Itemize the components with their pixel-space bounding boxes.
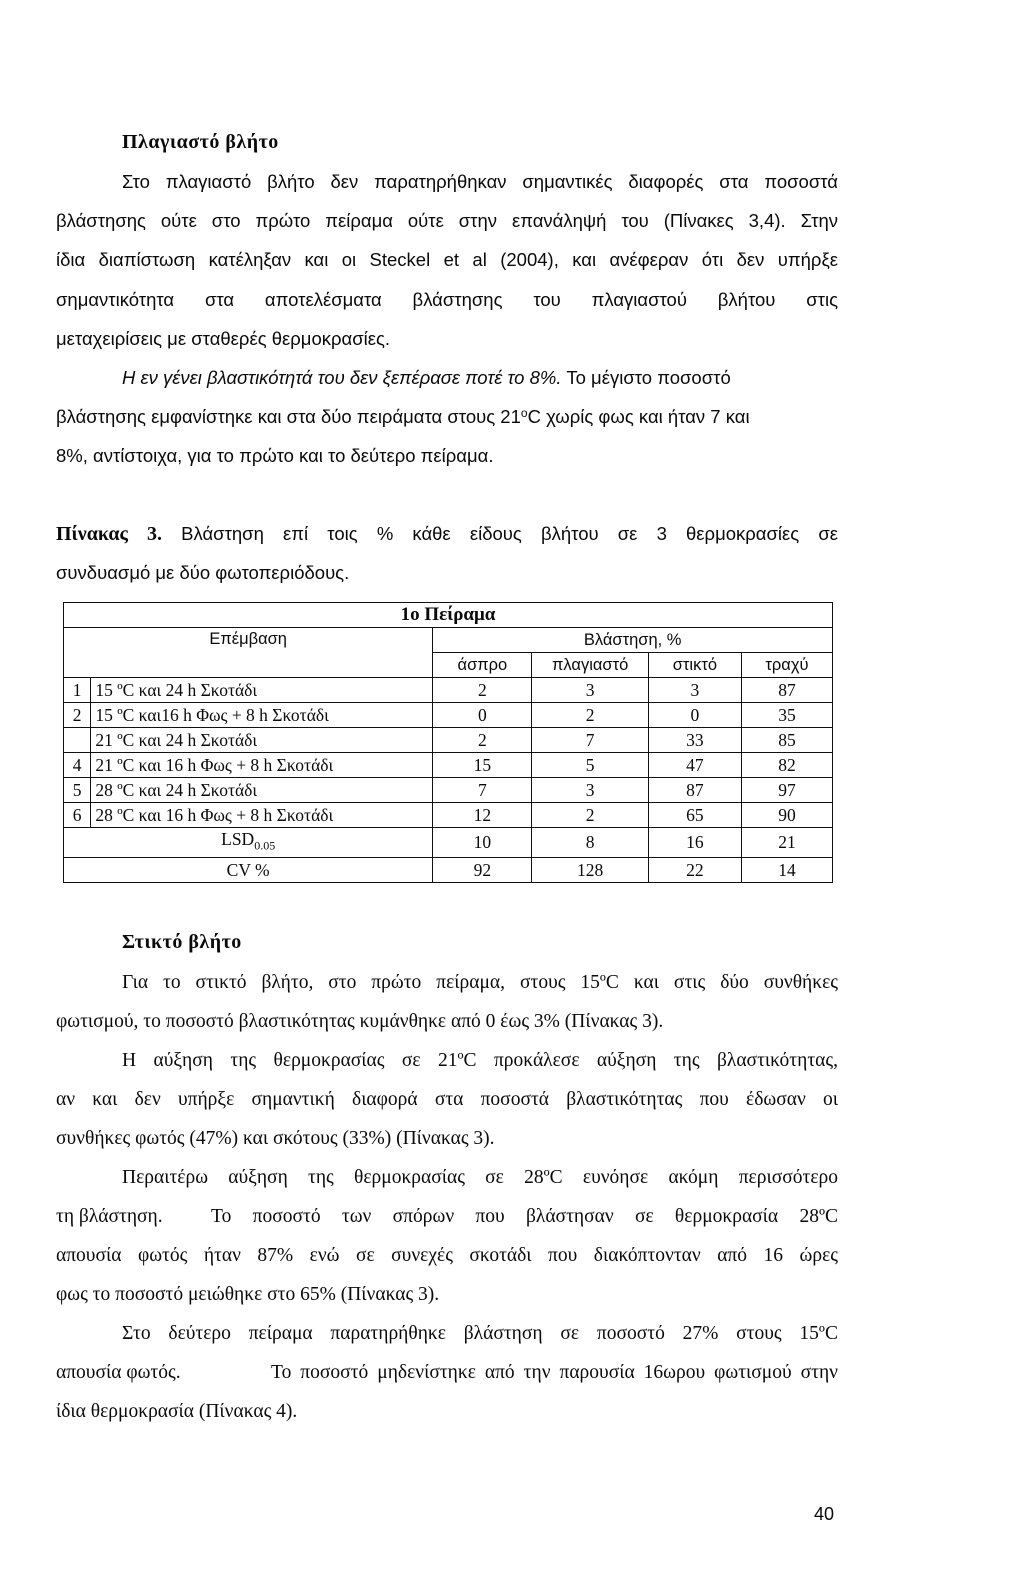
section-title-stikto: Στικτό βλήτο	[122, 931, 242, 953]
paragraph-line: Η αύξηση της θερμοκρασίας σε 21ºC προκάλεσε αύξηση της βλαστικότητας,	[122, 1050, 838, 1071]
value-cell: 35	[741, 703, 832, 728]
paragraph-line: συνθήκες φωτός (47%) και σκότους (33%) (Πίνακας 3).	[56, 1128, 495, 1149]
value-cell: 47	[648, 753, 741, 778]
value-cell: 21	[741, 828, 832, 858]
text-part: C χωρίς φως και ήταν 7 και	[527, 406, 750, 427]
value-cell: 90	[741, 803, 832, 828]
paragraph-line	[56, 405, 838, 429]
value-cell: 2	[532, 803, 648, 828]
paragraph-line: φως το ποσοστό μειώθηκε στο 65% (Πίνακας 3).	[56, 1284, 440, 1305]
value-cell: 16	[648, 828, 741, 858]
paragraph-line: απουσία φωτός ήταν 87% ενώ σε συνεχές σκοτάδι που διακόπτονταν από 16 ώρες	[56, 1245, 838, 1266]
column-header: στικτό	[648, 653, 741, 678]
value-cell: 3	[532, 678, 648, 703]
value-cell: 2	[433, 678, 532, 703]
treatment-cell: 21 ºC και 16 h Φως + 8 h Σκοτάδι	[91, 753, 433, 778]
lsd-sub: 0.05	[254, 838, 276, 853]
value-cell: 87	[741, 678, 832, 703]
value-cell: 0	[648, 703, 741, 728]
paragraph-line: βλάστησης ούτε στο πρώτο πείραμα ούτε στην επανάληψή του (Πίνακες 3,4). Στην	[56, 210, 838, 231]
row-number: 2	[64, 703, 91, 728]
value-cell: 87	[648, 778, 741, 803]
paragraph-line: Περαιτέρω αύξηση της θερμοκρασίας σε 28ºC ευνόησε ακόμη περισσότερο	[122, 1167, 838, 1188]
row-number	[64, 728, 91, 753]
value-cell: 22	[648, 857, 741, 882]
paragraph-line	[122, 366, 838, 391]
value-cell: 33	[648, 728, 741, 753]
table-row	[64, 703, 833, 728]
table-row	[64, 728, 833, 753]
cv-row	[64, 857, 833, 882]
paragraph-line: ίδια διαπίστωση κατέληξαν και οι Steckel et al (2004), και ανέφεραν ότι δεν υπήρξε	[56, 249, 838, 270]
column-header: τραχύ	[741, 653, 832, 678]
treatment-cell: 15 ºC και 24 h Σκοτάδι	[91, 678, 433, 703]
value-cell: 8	[532, 828, 648, 858]
paragraph-line: 8%, αντίστοιχα, για το πρώτο και το δεύτερο πείραμα.	[56, 445, 494, 466]
row-number: 4	[64, 753, 91, 778]
value-cell: 2	[433, 728, 532, 753]
value-cell: 92	[433, 857, 532, 882]
section-title-plagiasto: Πλαγιαστό βλήτο	[122, 131, 279, 153]
cv-label: CV %	[64, 857, 433, 882]
treatment-header: Επέμβαση	[64, 628, 433, 678]
value-cell: 2	[532, 703, 648, 728]
table-caption	[56, 522, 838, 546]
lsd-row	[64, 828, 833, 858]
page-number: 40	[813, 1504, 834, 1524]
value-cell: 82	[741, 753, 832, 778]
table-row	[64, 678, 833, 703]
paragraph-line	[56, 1361, 838, 1385]
value-cell: 10	[433, 828, 532, 858]
paragraph-line: Για το στικτό βλήτο, στο πρώτο πείραμα, στους 15ºC και στις δύο συνθήκες	[122, 972, 838, 993]
paragraph-line	[56, 1205, 838, 1229]
sentence: τη βλάστηση.	[56, 1206, 163, 1227]
column-header: άσπρο	[433, 653, 532, 678]
sentence: απουσία φωτός.	[56, 1362, 181, 1383]
lsd-text: LSD	[221, 829, 255, 849]
treatment-cell: 21 ºC και 24 h Σκοτάδι	[91, 728, 433, 753]
sentence: Το ποσοστό των σπόρων που βλάστησαν σε θερμοκρασία 28ºC	[211, 1206, 838, 1227]
italic-sentence: Η εν γένει βλαστικότητά του δεν ξεπέρασε ποτέ το 8%.	[122, 367, 562, 388]
paragraph-line: φωτισμού, το ποσοστό βλαστικότητας κυμάνθηκε από 0 έως 3% (Πίνακας 3).	[56, 1011, 664, 1032]
sentence: Το μέγιστο ποσοστό	[566, 367, 731, 388]
value-cell: 15	[433, 753, 532, 778]
treatment-cell: 15 ºC και16 h Φως + 8 h Σκοτάδι	[91, 703, 433, 728]
value-cell: 3	[648, 678, 741, 703]
text-part: βλάστησης εμφανίστηκε και στα δύο πειράματα στους 21	[56, 406, 521, 427]
row-number: 5	[64, 778, 91, 803]
value-cell: 7	[433, 778, 532, 803]
value-cell: 3	[532, 778, 648, 803]
caption-text: Βλάστηση επί τοις % κάθε είδους βλήτου σε 3 θερμοκρασίες σε	[181, 523, 838, 544]
paragraph-line: σημαντικότητα στα αποτελέσματα βλάστησης του πλαγιαστού βλήτου στις	[56, 289, 838, 310]
column-header: πλαγιαστό	[532, 653, 648, 678]
value-cell: 97	[741, 778, 832, 803]
table-row	[64, 753, 833, 778]
value-cell: 7	[532, 728, 648, 753]
lsd-label	[64, 828, 433, 858]
value-cell: 5	[532, 753, 648, 778]
sentence: Το ποσοστό μηδενίστηκε από την παρουσία 16ωρου φωτισμού στην	[271, 1362, 838, 1383]
value-cell: 14	[741, 857, 832, 882]
value-cell: 0	[433, 703, 532, 728]
paragraph-line: μεταχειρίσεις με σταθερές θερμοκρασίες.	[56, 328, 391, 349]
table-row	[64, 778, 833, 803]
value-cell: 12	[433, 803, 532, 828]
table-caption-line: συνδυασμό με δύο φωτοπεριόδους.	[56, 562, 350, 583]
value-cell: 65	[648, 803, 741, 828]
experiment-title: 1ο Πείραμα	[64, 603, 833, 628]
paragraph-line: αν και δεν υπήρξε σημαντική διαφορά στα ποσοστά βλαστικότητας που έδωσαν οι	[56, 1089, 838, 1110]
row-number: 1	[64, 678, 91, 703]
treatment-cell: 28 ºC και 24 h Σκοτάδι	[91, 778, 433, 803]
paragraph-line: Στο δεύτερο πείραμα παρατηρήθηκε βλάστηση σε ποσοστό 27% στους 15ºC	[122, 1323, 838, 1344]
table-row	[64, 803, 833, 828]
germination-header: Βλάστηση, %	[433, 628, 833, 653]
table-label: Πίνακας 3.	[56, 523, 162, 545]
germination-table	[63, 602, 833, 883]
value-cell: 128	[532, 857, 648, 882]
paragraph-line: ίδια θερμοκρασία (Πίνακας 4).	[56, 1401, 298, 1422]
degree-sup: ο	[520, 406, 528, 420]
row-number: 6	[64, 803, 91, 828]
treatment-cell: 28 ºC και 16 h Φως + 8 h Σκοτάδι	[91, 803, 433, 828]
value-cell: 85	[741, 728, 832, 753]
paragraph-line: Στο πλαγιαστό βλήτο δεν παρατηρήθηκαν σημαντικές διαφορές στα ποσοστά	[122, 171, 838, 192]
